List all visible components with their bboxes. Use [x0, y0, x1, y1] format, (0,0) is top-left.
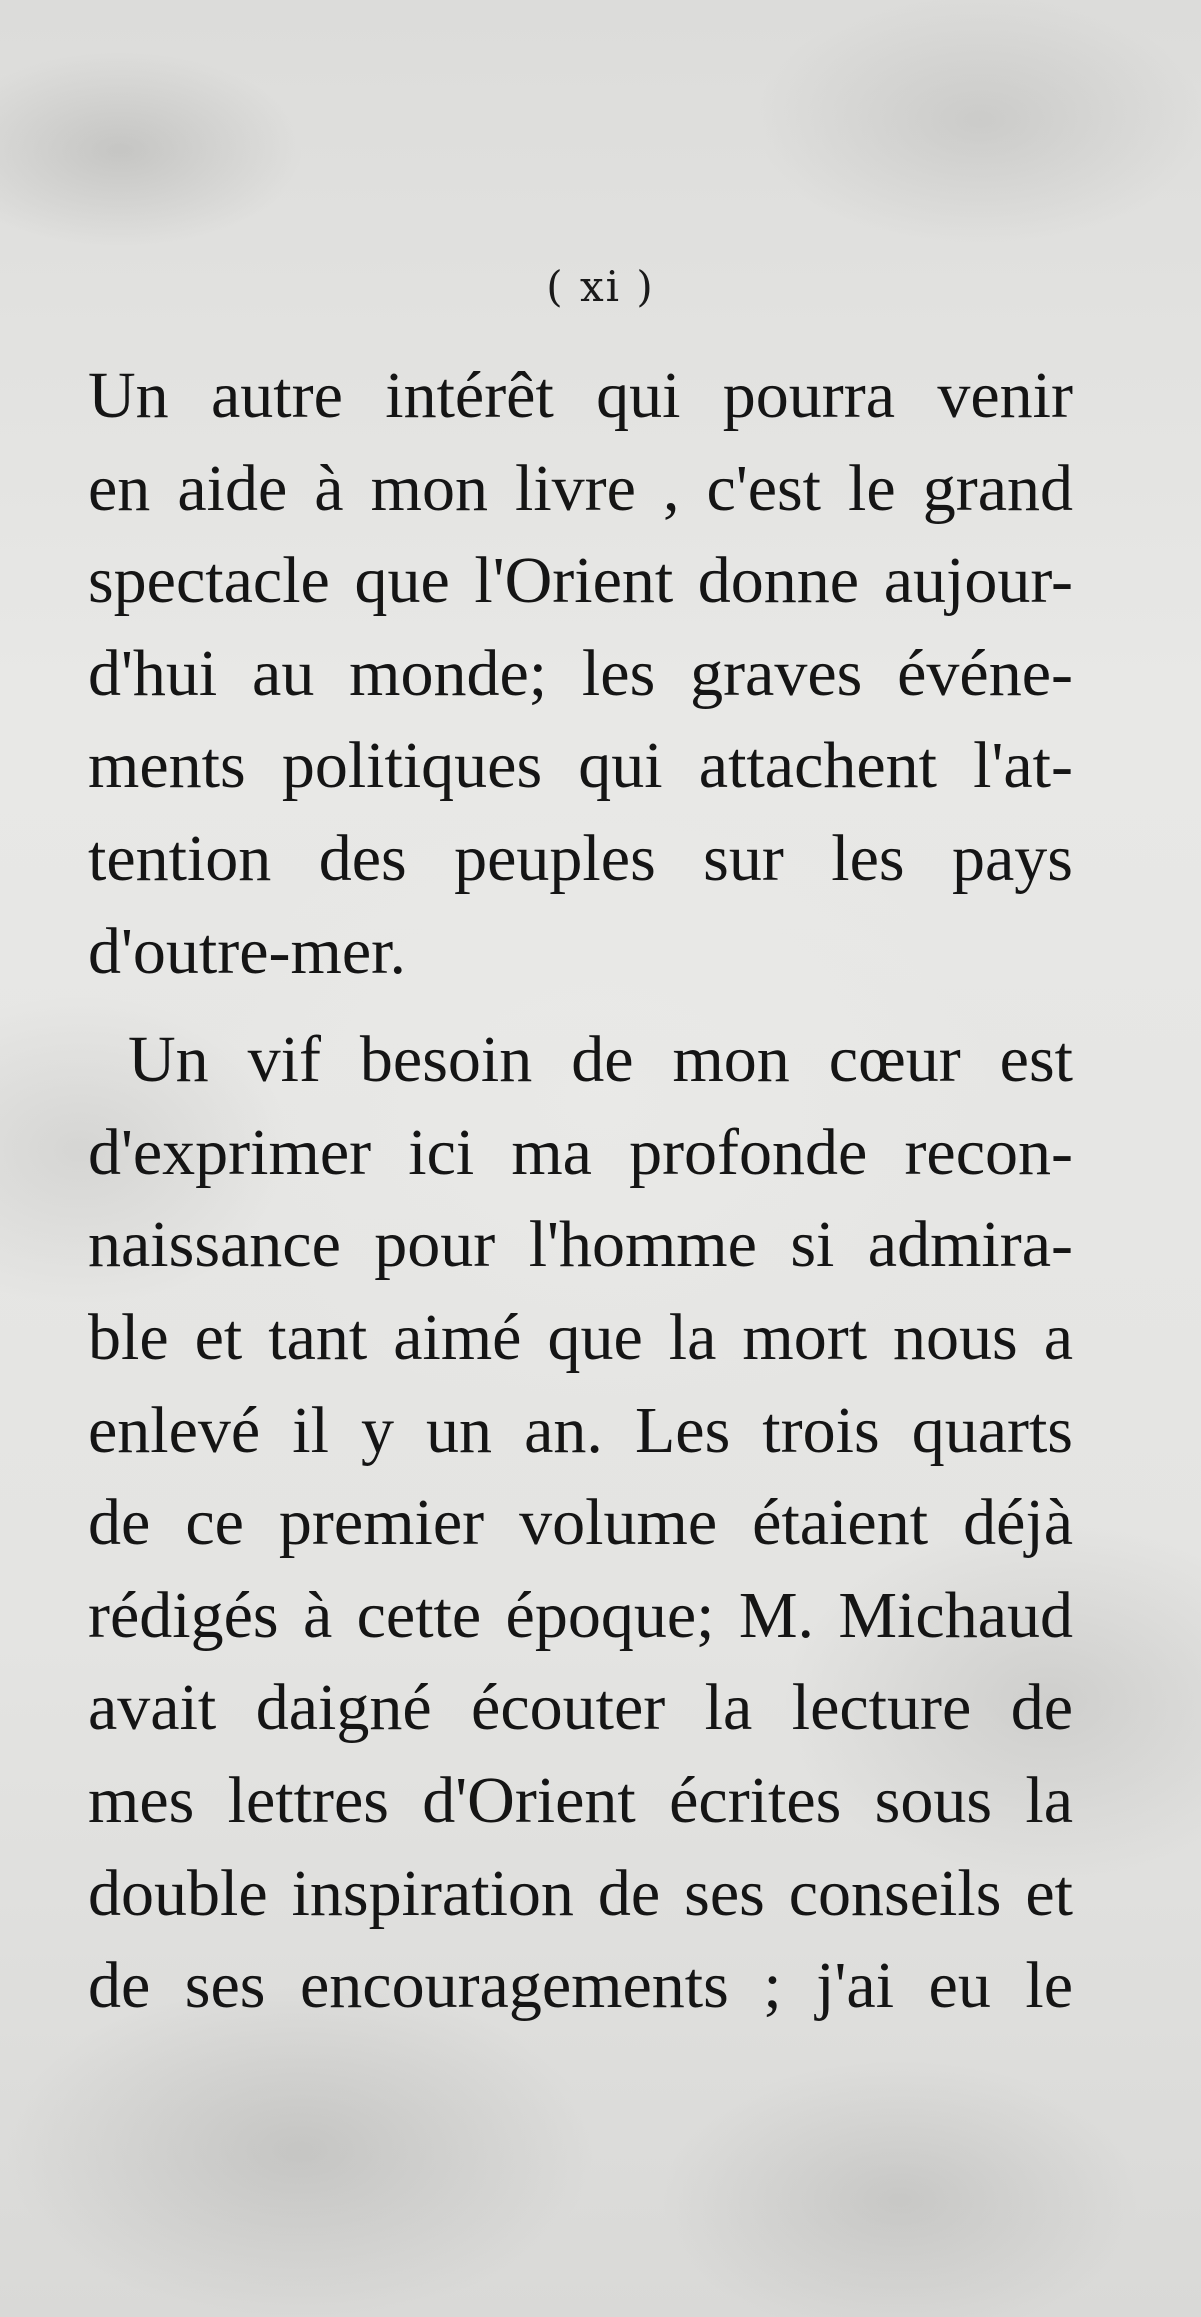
text-line: en aide à mon livre , c'est le grand [88, 451, 1073, 525]
text-line: ble et tant aimé que la mort nous a [88, 1300, 1073, 1374]
text-line: ments politiques qui attachent l'at- [88, 729, 1073, 803]
text-line: enlevé il y un an. Les trois quarts [88, 1393, 1073, 1467]
text-line: Un vif besoin de mon cœur est [128, 1023, 1073, 1097]
text-line: de ce premier volume étaient déjà [88, 1486, 1073, 1560]
text-line: de ses encouragements ; j'ai eu le [88, 1949, 1073, 2023]
paragraph-1 [88, 350, 1073, 998]
text-line: rédigés à cette époque; M. Michaud [88, 1578, 1073, 1652]
paragraph-gap [88, 998, 1073, 1014]
text-line: double inspiration de ses conseils et [88, 1856, 1073, 1930]
text-line: tention des peuples sur les pays [88, 821, 1073, 895]
body-text [88, 350, 1073, 2033]
text-line: spectacle que l'Orient donne aujour- [88, 544, 1073, 618]
text-line: d'outre-mer. [88, 914, 406, 988]
text-line: Un autre intérêt qui pourra venir [88, 359, 1073, 432]
text-line: d'exprimer ici ma profonde recon- [88, 1115, 1073, 1189]
text-line: mes lettres d'Orient écrites sous la [88, 1763, 1073, 1837]
text-line: naissance pour l'homme si admira- [88, 1208, 1073, 1282]
page-number: ( xi ) [546, 262, 655, 311]
text-line: avait daigné écouter la lecture de [88, 1671, 1073, 1745]
text-line: d'hui au monde; les graves événe- [88, 636, 1073, 710]
paragraph-2 [88, 1014, 1073, 2033]
